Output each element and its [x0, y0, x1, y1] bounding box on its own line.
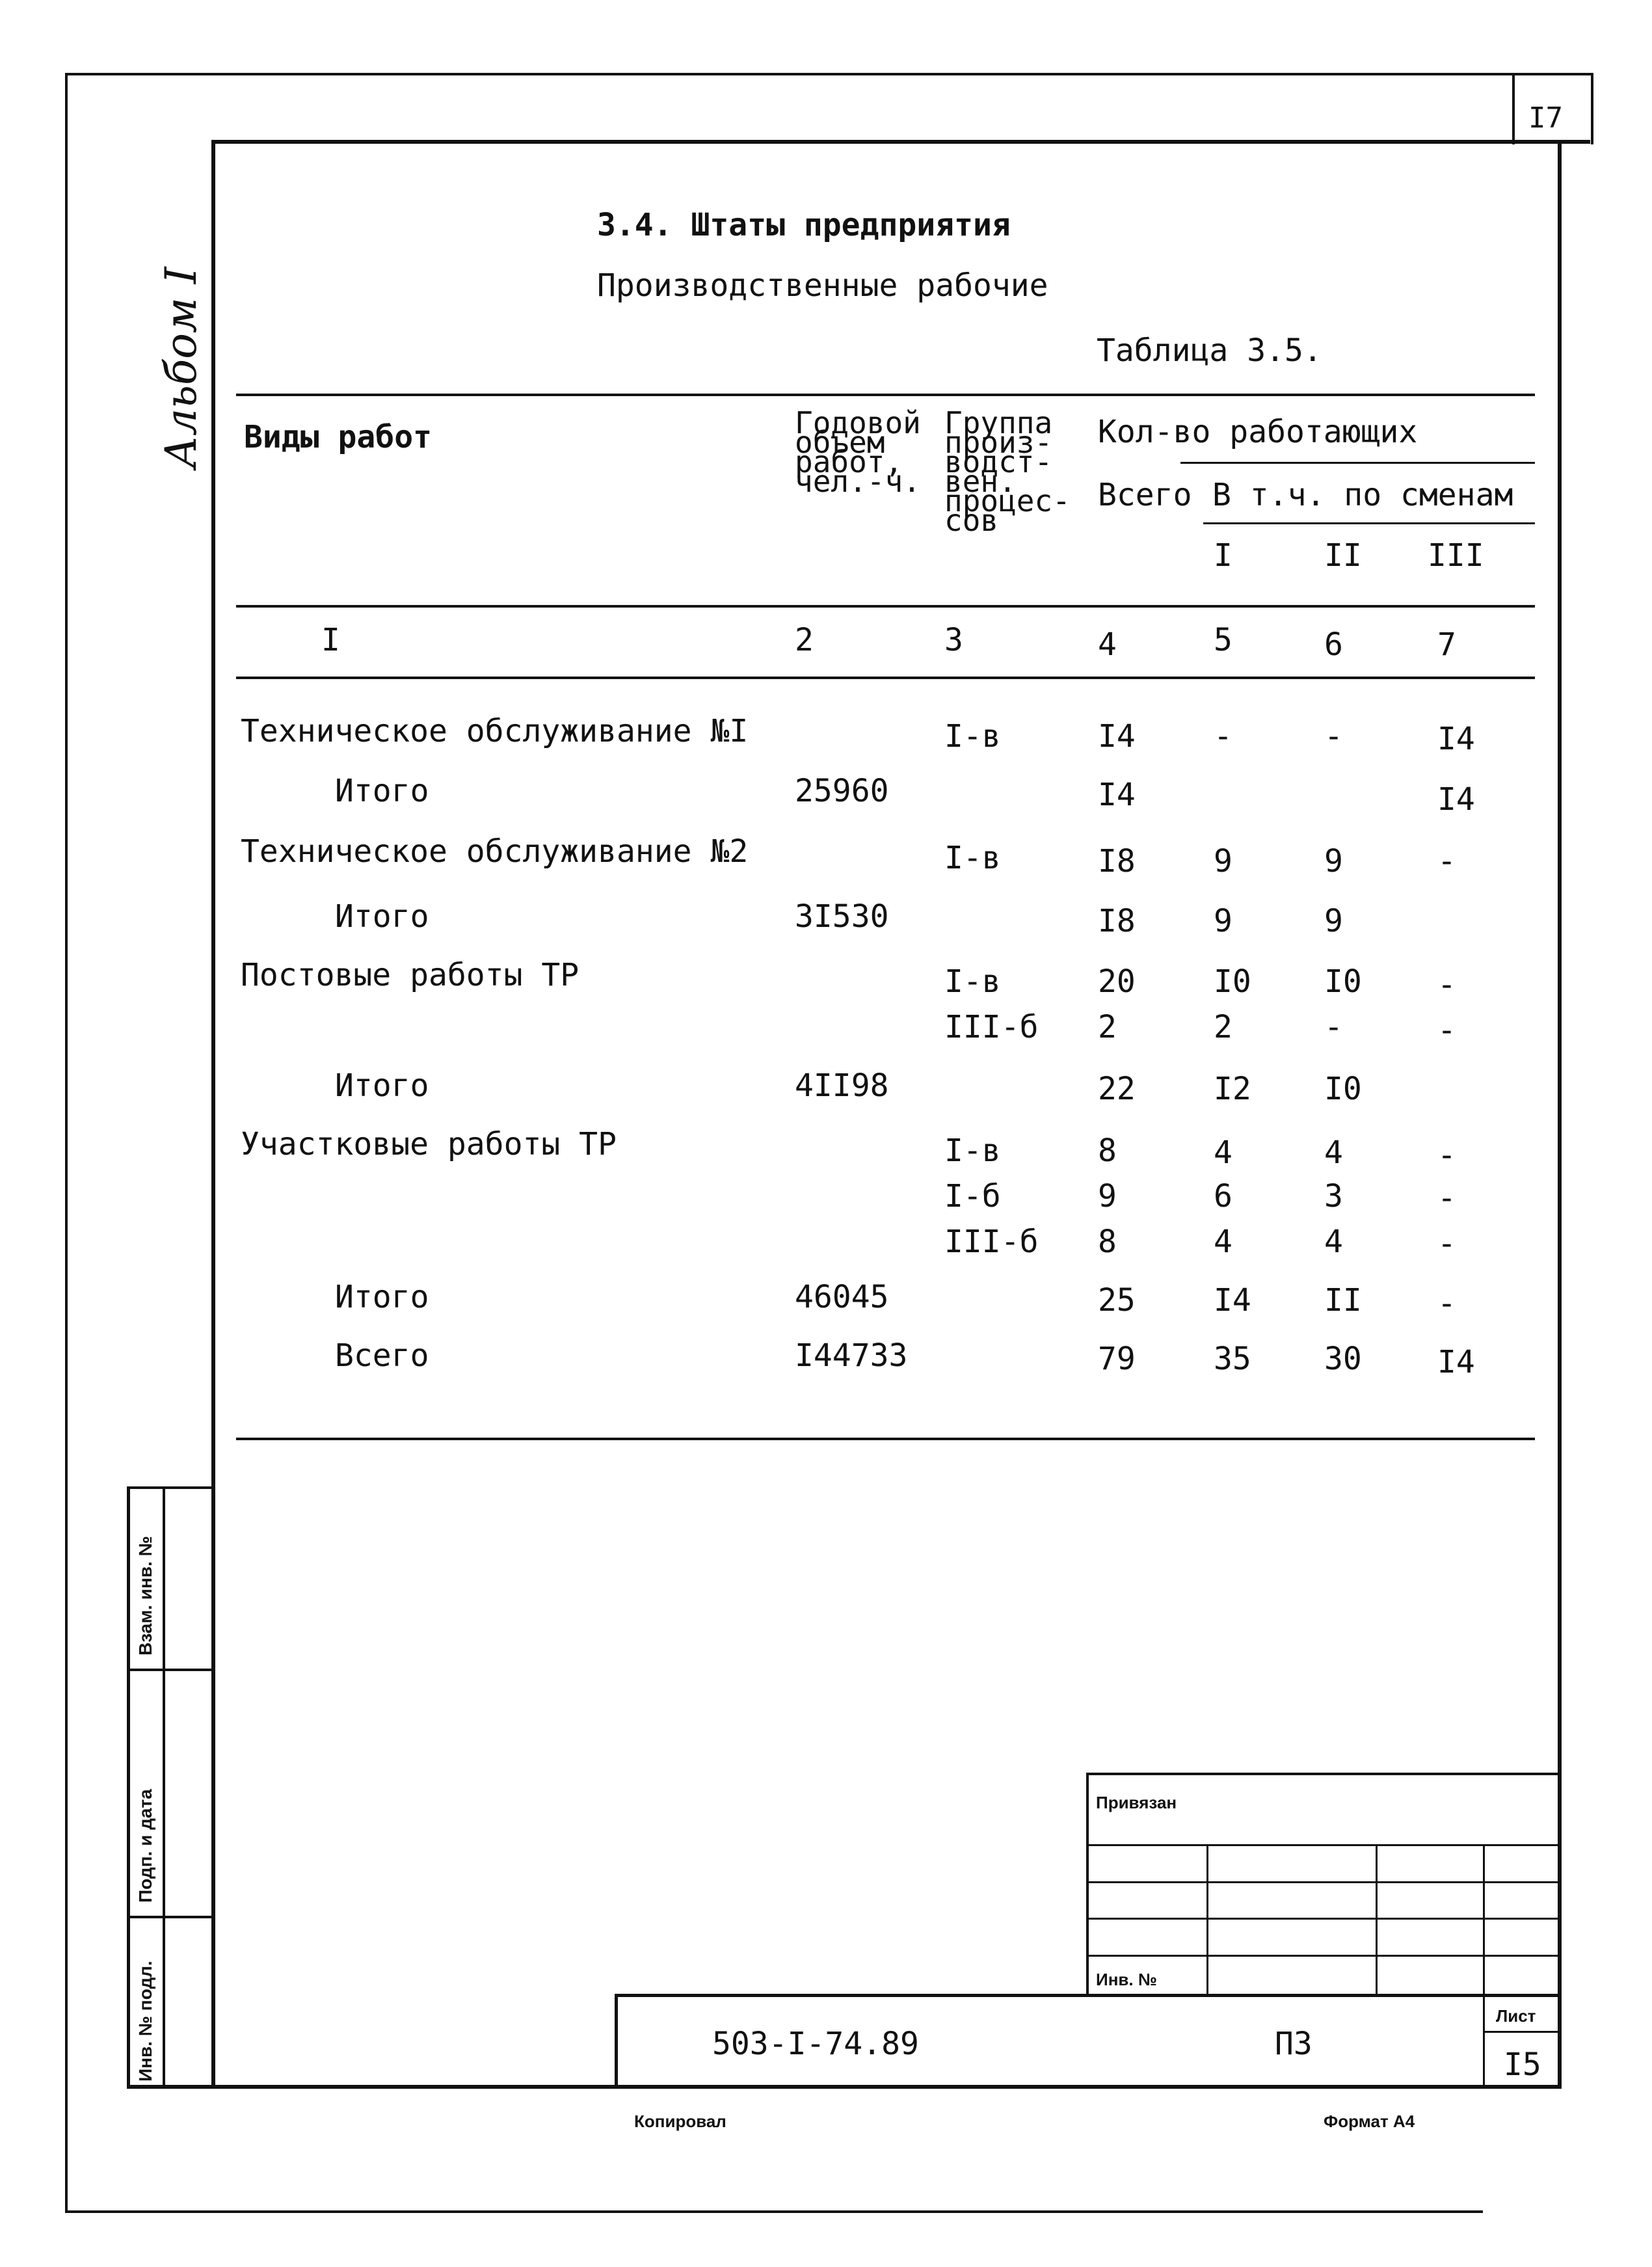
row-name: Участковые работы ТР — [241, 1126, 617, 1162]
header-shift-1: I — [1214, 537, 1232, 574]
row-shift-3: - — [1437, 1226, 1456, 1262]
outer-border-left — [65, 73, 68, 2213]
row-shift-1: I0 — [1214, 963, 1251, 1000]
row-shift-3: - — [1437, 967, 1456, 1003]
footer-copied: Копировал — [634, 2112, 726, 2131]
table-rule-end — [236, 1438, 1535, 1440]
column-number: 4 — [1098, 626, 1117, 663]
header-work-types: Виды работ — [244, 419, 432, 455]
main-stamp-top — [615, 1994, 1562, 1997]
header-total: Всего — [1098, 477, 1192, 513]
album-label: Альбом I — [156, 267, 206, 468]
table-rule-numbers-bottom — [236, 677, 1535, 679]
row-total: 8 — [1098, 1133, 1117, 1169]
row-volume: 3I530 — [795, 898, 889, 935]
row-shift-2: I0 — [1324, 1071, 1362, 1107]
row-name: Итого — [335, 1067, 429, 1104]
row-group: I-в — [944, 718, 1001, 755]
row-shift-3: I4 — [1437, 781, 1475, 818]
title-block-rule-1 — [1086, 1844, 1562, 1846]
row-shift-1: 35 — [1214, 1341, 1251, 1377]
side-stamp-inv-podl: Инв. № подл. — [135, 1961, 155, 2082]
row-shift-2: 3 — [1324, 1178, 1343, 1214]
title-block-privyazan: Привязан — [1096, 1793, 1177, 1812]
side-stamp-vzam-inv: Взам. инв. № — [135, 1536, 155, 1656]
row-shift-1: I2 — [1214, 1071, 1251, 1107]
title-block-doc-code: 503-I-74.89 — [712, 2026, 919, 2062]
main-stamp-left — [615, 1994, 618, 2088]
title-block-col-3 — [1483, 1844, 1485, 2085]
page-number-box-left — [1512, 73, 1515, 144]
row-shift-2: 4 — [1324, 1224, 1343, 1260]
row-shift-3: I4 — [1437, 1344, 1475, 1380]
outer-border-top — [65, 73, 1593, 75]
row-total: 22 — [1098, 1071, 1136, 1107]
row-volume: 4II98 — [795, 1067, 889, 1104]
side-stamp-left — [127, 1486, 130, 2088]
column-number: I — [321, 622, 340, 658]
frame-top — [211, 140, 1590, 144]
row-group: III-б — [944, 1224, 1039, 1260]
row-group: I-в — [944, 1133, 1001, 1169]
table-rule-workers — [1180, 462, 1535, 464]
row-group: I-в — [944, 963, 1001, 1000]
row-volume: 46045 — [795, 1279, 889, 1315]
column-number: 7 — [1437, 626, 1456, 663]
row-shift-2: 9 — [1324, 843, 1343, 879]
row-shift-2: - — [1324, 718, 1343, 755]
side-stamp-rule-1 — [127, 1669, 215, 1671]
row-total: I4 — [1098, 777, 1136, 813]
row-shift-2: I0 — [1324, 963, 1362, 1000]
row-total: 20 — [1098, 963, 1136, 1000]
table-caption: Таблица 3.5. — [1097, 332, 1322, 369]
row-shift-3: - — [1437, 1180, 1456, 1216]
column-number: 2 — [795, 622, 814, 658]
title-block-left-upper — [1086, 1773, 1089, 1994]
row-shift-1: - — [1214, 718, 1232, 755]
side-stamp-top — [127, 1486, 215, 1489]
page-number-box-right — [1591, 73, 1593, 144]
title-block-doc-type: ПЗ — [1275, 2026, 1312, 2062]
row-shift-1: 4 — [1214, 1134, 1232, 1171]
row-shift-2: 4 — [1324, 1134, 1343, 1171]
row-volume: 25960 — [795, 773, 889, 809]
frame-right — [1558, 140, 1562, 2088]
header-workers-count: Кол-во работающих — [1098, 414, 1418, 450]
row-shift-1: 4 — [1214, 1224, 1232, 1260]
row-group: I-в — [944, 840, 1001, 876]
row-shift-2: II — [1324, 1282, 1362, 1319]
title-block-inv-no: Инв. № — [1096, 1970, 1157, 1989]
title-block-col-1 — [1206, 1844, 1208, 1994]
title-block-rule-2 — [1086, 1881, 1562, 1883]
row-volume: I44733 — [795, 1337, 908, 1374]
header-annual-volume: Годовой объем работ, чел.-ч. — [795, 405, 921, 499]
row-total: 8 — [1098, 1224, 1117, 1260]
row-shift-1: 2 — [1214, 1009, 1232, 1045]
header-process-group: Группа произ- водст- вен. процес- сов — [944, 405, 1071, 538]
row-shift-3: - — [1437, 843, 1456, 879]
row-shift-3: - — [1437, 1285, 1456, 1322]
title-block-rule-3 — [1086, 1918, 1562, 1920]
table-rule-top — [236, 394, 1535, 396]
row-shift-3: - — [1437, 1012, 1456, 1049]
subtitle: Производственные рабочие — [597, 267, 1048, 304]
row-group: III-б — [944, 1009, 1039, 1045]
column-number: 3 — [944, 622, 963, 658]
row-name: Итого — [335, 898, 429, 935]
title-block-sheet-number: I5 — [1504, 2046, 1541, 2083]
title-block-top — [1086, 1773, 1562, 1775]
section-title: 3.4. Штаты предприятия — [597, 207, 1011, 243]
row-shift-3: I4 — [1437, 721, 1475, 757]
row-name: Техническое обслуживание №2 — [241, 833, 749, 870]
row-total: 25 — [1098, 1282, 1136, 1319]
table-rule-shifts — [1203, 522, 1535, 524]
row-name: Постовые работы ТР — [241, 957, 580, 993]
header-by-shift: В т.ч. по сменам — [1212, 477, 1513, 513]
side-stamp-podp-data: Подп. и дата — [135, 1789, 155, 1903]
row-total: 2 — [1098, 1009, 1117, 1045]
frame-bottom — [127, 2085, 1562, 2089]
row-total: 9 — [1098, 1178, 1117, 1214]
title-block-rule-4 — [1086, 1955, 1562, 1957]
table-rule-header-bottom — [236, 605, 1535, 608]
row-shift-2: 30 — [1324, 1341, 1362, 1377]
header-shift-3: III — [1428, 537, 1484, 574]
row-total: I8 — [1098, 843, 1136, 879]
row-total: 79 — [1098, 1341, 1136, 1377]
frame-left — [211, 140, 215, 2088]
page-number-top: I7 — [1528, 101, 1563, 135]
title-block-sheet-label: Лист — [1496, 2006, 1536, 2026]
outer-border-bottom — [65, 2210, 1483, 2213]
row-shift-2: - — [1324, 1009, 1343, 1045]
row-name: Техническое обслуживание №I — [241, 713, 749, 749]
side-stamp-divider — [163, 1486, 165, 2088]
sheet-label-rule — [1483, 2031, 1562, 2033]
column-number: 5 — [1214, 622, 1232, 658]
title-block-col-2 — [1376, 1844, 1378, 1994]
row-shift-1: I4 — [1214, 1282, 1251, 1319]
row-group: I-б — [944, 1178, 1001, 1214]
footer-format: Формат А4 — [1324, 2112, 1415, 2131]
side-stamp-rule-2 — [127, 1916, 215, 1918]
row-shift-1: 9 — [1214, 903, 1232, 939]
row-shift-1: 6 — [1214, 1178, 1232, 1214]
row-total: I4 — [1098, 718, 1136, 755]
row-name: Итого — [335, 1279, 429, 1315]
row-name: Итого — [335, 773, 429, 809]
row-shift-1: 9 — [1214, 843, 1232, 879]
row-total: I8 — [1098, 903, 1136, 939]
row-name: Всего — [335, 1337, 429, 1374]
column-number: 6 — [1324, 626, 1343, 663]
header-shift-2: II — [1324, 537, 1362, 574]
row-shift-3: - — [1437, 1137, 1456, 1174]
row-shift-2: 9 — [1324, 903, 1343, 939]
